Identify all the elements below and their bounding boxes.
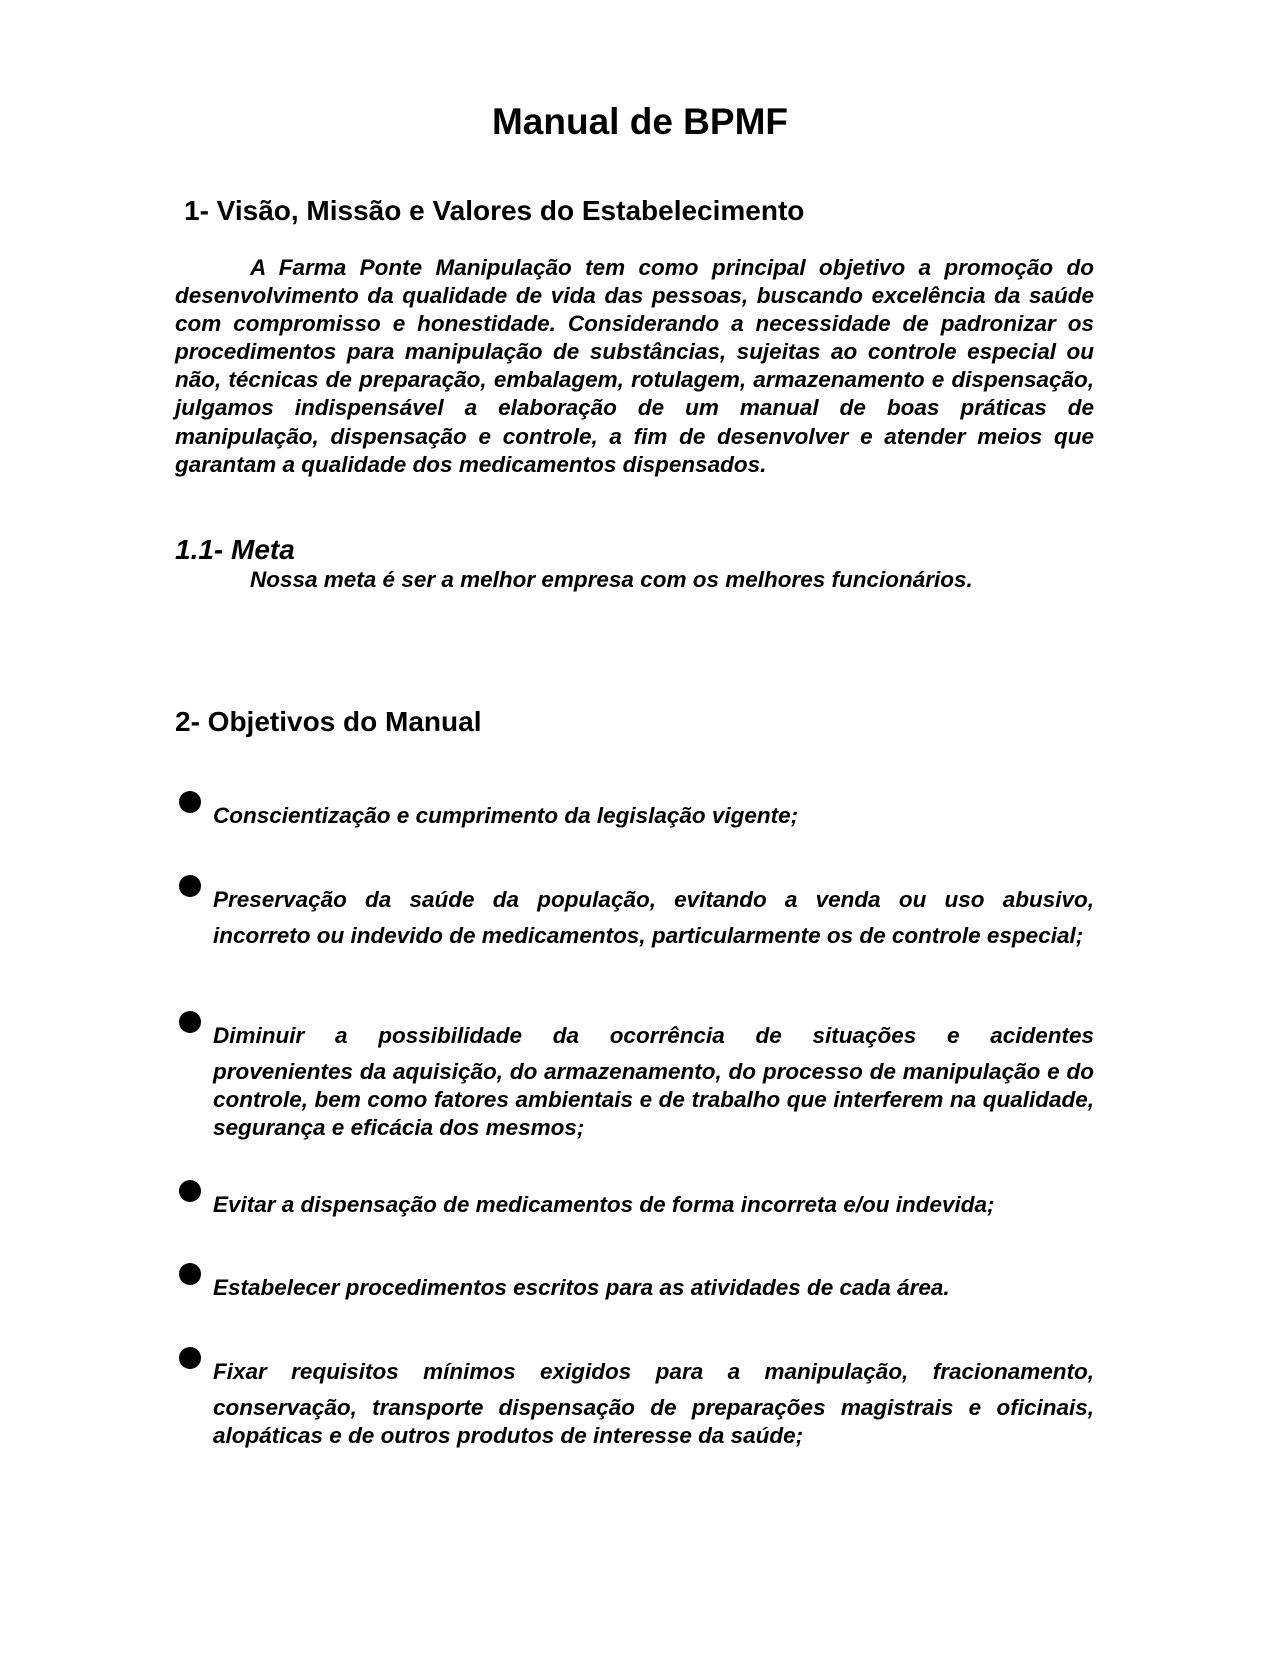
objective-item-line: Conscientização e cumprimento da legislação vigente; (213, 803, 799, 828)
bullet-icon (179, 1011, 201, 1033)
objective-item-line: Fixar requisitos mínimos exigidos para a manipulação, fracionamento, (213, 1359, 1094, 1384)
objective-item (213, 1273, 1094, 1310)
bullet-icon (179, 1347, 201, 1369)
bullet-icon (179, 875, 201, 897)
objective-item (213, 1021, 1094, 1142)
objective-item (213, 1190, 1094, 1227)
section-1-paragraph: A Farma Ponte Manipulação tem como principal objetivo a promoção do desenvolvimento da qualidade de vida das pessoas, buscando excelência da saúde com compromisso e honestidade. Considerando a necessidade de padronizar os procedimentos para manipulação de substâncias, sujeitas ao controle especial ou não, técnicas de preparação, embalagem, rotulagem, armazenamento e dispensação, julgamos indispensável a elaboração de um manual de boas práticas de manipulação, dispensação e controle, a fim de desenvolver e atender meios que garantam a qualidade dos medicamentos dispensados. (175, 255, 1094, 477)
objective-item-line: Evitar a dispensação de medicamentos de forma incorreta e/ou indevida; (213, 1192, 995, 1217)
section-1-1-text: Nossa meta é ser a melhor empresa com os melhores funcionários. (250, 567, 973, 592)
section-2-heading: 2- Objetivos do Manual (175, 706, 482, 737)
objective-item (213, 801, 1094, 838)
objective-item-continuation: provenientes da aquisição, do armazenamento, do processo de manipulação e do controle, bem como fatores ambientais e de trabalho que interferem na qualidade, segurança e eficácia dos mesmos; (213, 1059, 1094, 1140)
objective-item-line: Diminuir a possibilidade da ocorrência de situações e acidentes (213, 1023, 1094, 1048)
section-1-heading: 1- Visão, Missão e Valores do Estabelecimento (184, 195, 805, 226)
bullet-icon (179, 791, 201, 813)
objective-item (213, 1357, 1094, 1450)
objective-item (213, 885, 1094, 950)
bullet-icon (179, 1180, 201, 1202)
objective-item-continuation: conservação, transporte dispensação de preparações magistrais e oficinais, alopáticas e de outros produtos de interesse da saúde; (213, 1395, 1094, 1448)
document-title: Manual de BPMF (491, 101, 789, 142)
bullet-icon (179, 1263, 201, 1285)
section-1-1-heading: 1.1- Meta (175, 534, 295, 565)
objective-item-continuation: incorreto ou indevido de medicamentos, particularmente os de controle especial; (213, 923, 1084, 948)
objective-item-line: Estabelecer procedimentos escritos para as atividades de cada área. (213, 1275, 950, 1300)
objective-item-line: Preservação da saúde da população, evitando a venda ou uso abusivo, (213, 887, 1094, 912)
